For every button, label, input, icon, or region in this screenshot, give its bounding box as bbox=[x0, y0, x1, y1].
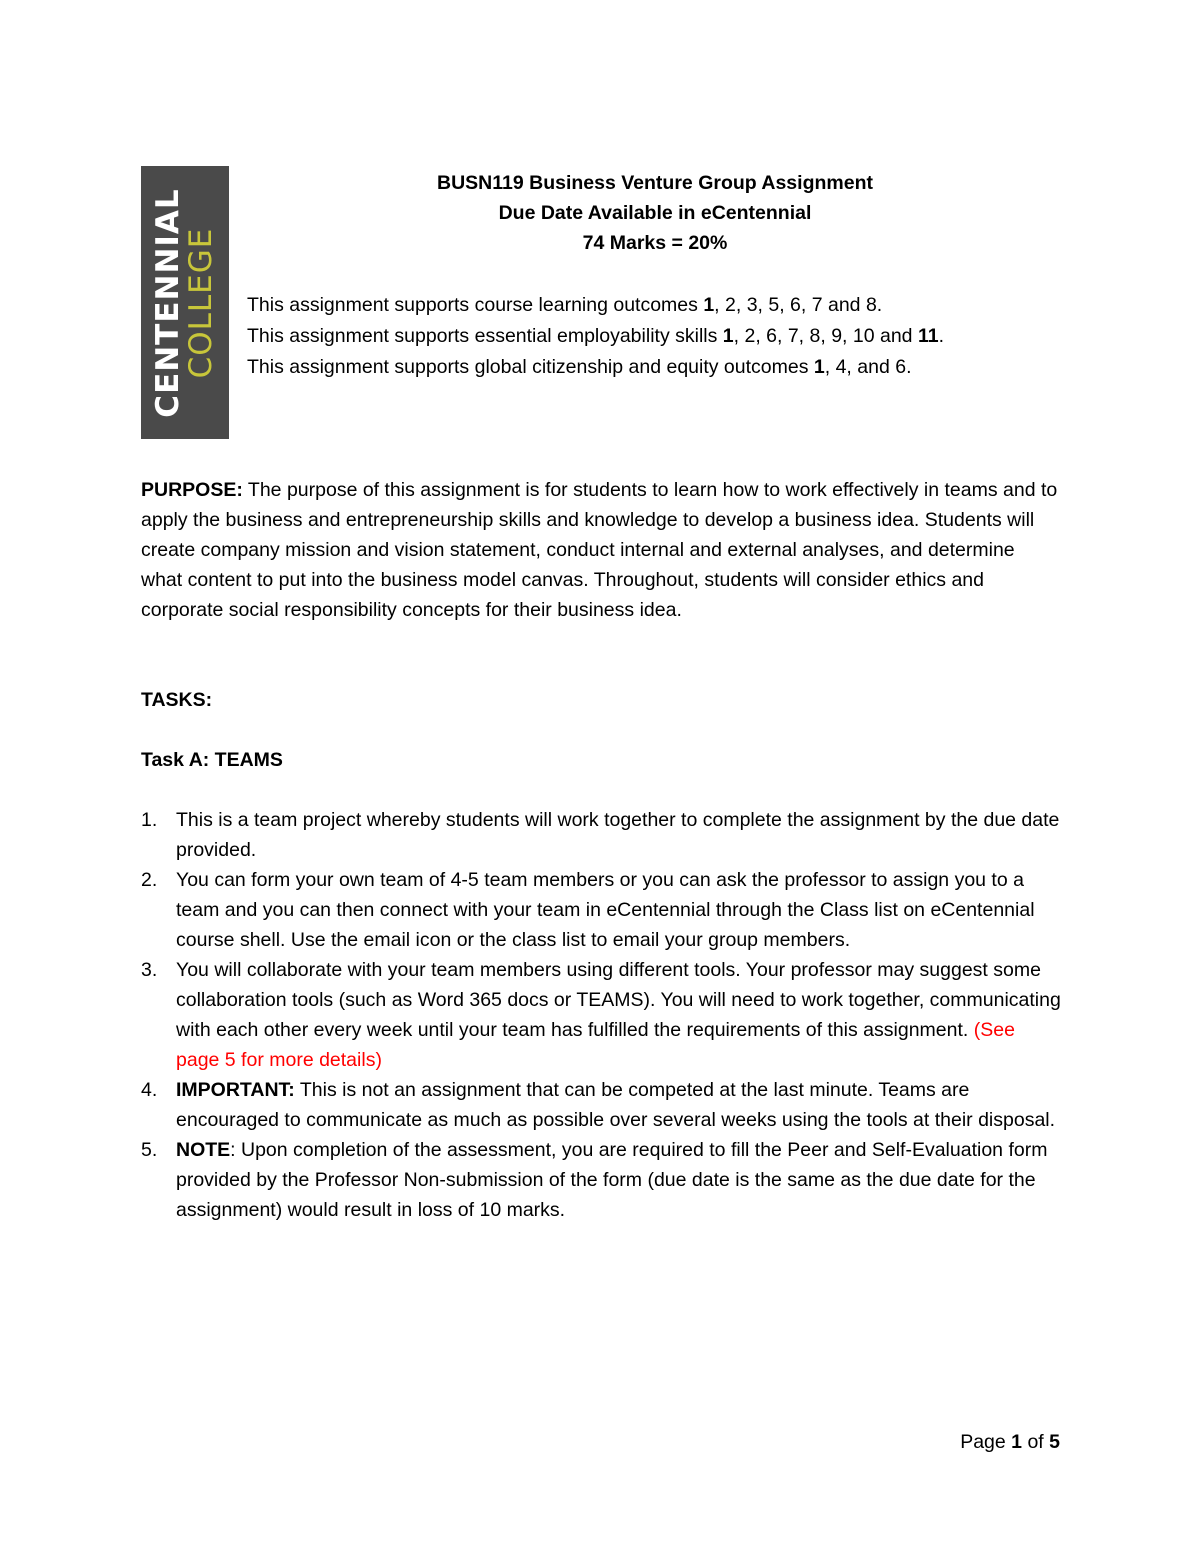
logo-line-college: COLLEGE bbox=[183, 227, 219, 378]
current-page: 1 bbox=[1011, 1431, 1023, 1453]
list-item-text: This is a team project whereby students will work together to complete the assignment by the due date provided. bbox=[176, 809, 1060, 861]
task-a-list bbox=[141, 805, 1061, 1225]
marks-line: 74 Marks = 20% bbox=[582, 232, 728, 254]
total-pages: 5 bbox=[1049, 1431, 1060, 1453]
list-number: 1. bbox=[141, 809, 158, 831]
list-item bbox=[141, 1135, 1061, 1225]
outcomes-block bbox=[247, 290, 1067, 383]
page-number-footer: Page 1 of 5 bbox=[960, 1431, 1060, 1453]
list-item-text: You can form your own team of 4-5 team members or you can ask the professor to assign you to a team and you can then connect with your team in eCentennial through the Class list on eCentennial course shell. Use the email icon or the class list to email your group members. bbox=[176, 869, 1035, 951]
tasks-heading: TASKS: bbox=[141, 689, 213, 711]
list-item bbox=[141, 865, 1061, 955]
outcome-line-employability: This assignment supports essential employability skills 1, 2, 6, 7, 8, 9, 10 and 11. bbox=[247, 325, 944, 347]
task-a-heading: Task A: TEAMS bbox=[141, 749, 283, 771]
document-header bbox=[250, 168, 1060, 258]
document-title: BUSN119 Business Venture Group Assignment bbox=[437, 172, 873, 194]
logo-line-centennial: CENTENNIAL bbox=[150, 187, 186, 418]
list-number: 3. bbox=[141, 959, 158, 981]
note-label: NOTE bbox=[176, 1139, 231, 1161]
list-number: 5. bbox=[141, 1139, 158, 1161]
purpose-text: The purpose of this assignment is for students to learn how to work effectively in teams and to apply the business and entrepreneurship skills and knowledge to develop a business idea. Students will create company mission and vision statement, conduct internal and external analyses, and determine what content to put into the business model canvas. Throughout, students will consider ethics and corporate social responsibility concepts for their business idea. bbox=[141, 479, 1058, 621]
list-item-text: This is not an assignment that can be competed at the last minute. Teams are encouraged to communicate as much as possible over several weeks using the tools at their disposal. bbox=[176, 1079, 1056, 1131]
list-item-text: You will collaborate with your team members using different tools. Your professor may suggest some collaboration tools (such as Word 365 docs or TEAMS). You will need to work together, communicating with each other every week until your team has fulfilled the requirements of this assignment. bbox=[176, 959, 1061, 1041]
list-item bbox=[141, 805, 1061, 865]
page-reference-note: (See page 5 for more details) bbox=[176, 1019, 1015, 1071]
list-number: 4. bbox=[141, 1079, 158, 1101]
list-item bbox=[141, 1075, 1061, 1135]
purpose-label: PURPOSE: bbox=[141, 479, 243, 501]
list-number: 2. bbox=[141, 869, 158, 891]
list-item-text: : Upon completion of the assessment, you are required to fill the Peer and Self-Evaluation form provided by the Professor Non-submission of the form (due date is the same as the due date for the assignment) would result in loss of 10 marks. bbox=[176, 1139, 1048, 1221]
outcome-line-citizenship: This assignment supports global citizenship and equity outcomes 1, 4, and 6. bbox=[247, 356, 912, 378]
centennial-college-logo bbox=[141, 166, 229, 439]
due-date-line: Due Date Available in eCentennial bbox=[498, 202, 812, 224]
important-label: IMPORTANT: bbox=[176, 1079, 295, 1101]
purpose-paragraph bbox=[141, 475, 1061, 625]
list-item bbox=[141, 955, 1061, 1075]
outcome-line-course: This assignment supports course learning outcomes 1, 2, 3, 5, 6, 7 and 8. bbox=[247, 294, 883, 316]
logo-text bbox=[141, 166, 229, 439]
